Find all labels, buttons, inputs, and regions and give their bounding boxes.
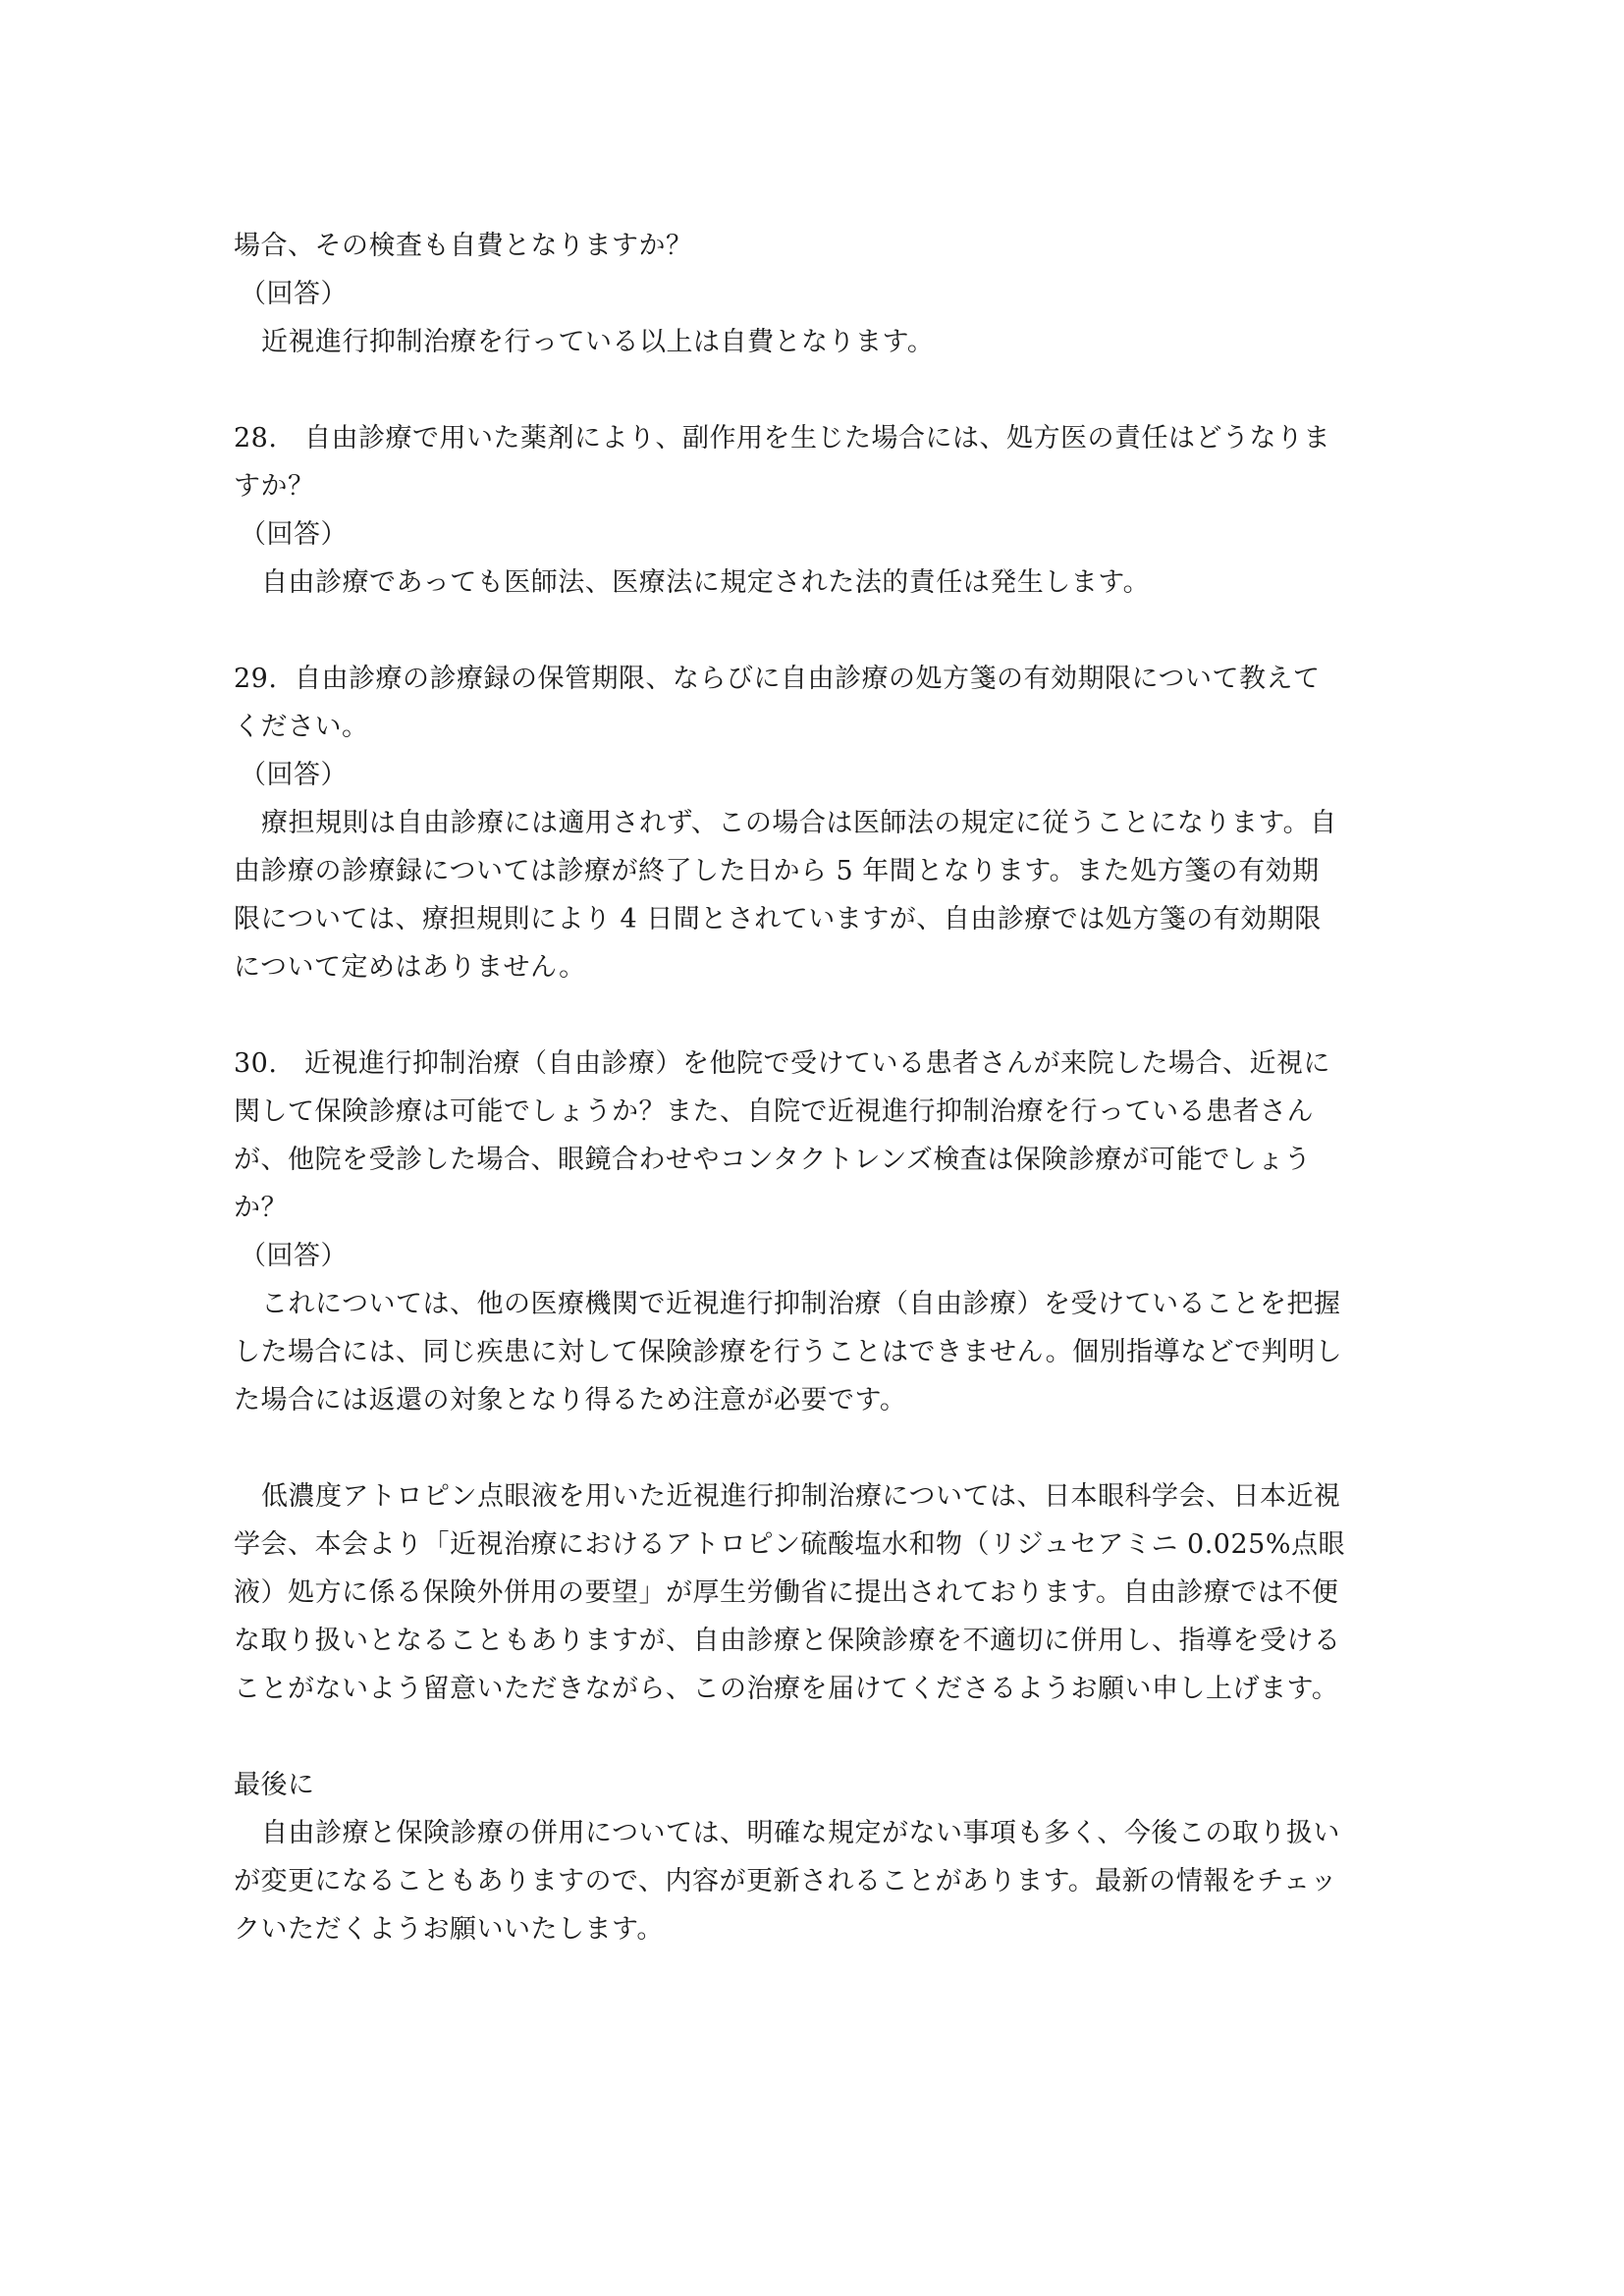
closing-heading: 最後に — [234, 1770, 315, 1800]
spacer — [234, 1424, 1404, 1472]
question-number: 28. — [234, 423, 278, 454]
answer-text: 療担規則は自由診療には適用されず、この場合は医師法の規定に従うことになります。自 — [261, 808, 1337, 838]
paragraph-line: 学会、本会より「近視治療におけるアトロピン硫酸塩水和物（リジュセアミニ 0.025%点眼 — [234, 1529, 1345, 1560]
answer-text: これについては、他の医療機関で近視進行抑制治療（自由診療）を受けていることを把握 — [261, 1289, 1341, 1319]
question-text: 自由診療の診療録の保管期限、ならびに自由診療の処方箋の有効期限について教えて — [295, 664, 1321, 694]
answer-text: た場合には返還の対象となり得るため注意が必要です。 — [234, 1385, 907, 1415]
question-line: 関して保険診療は可能でしょうか？また、自院で近視進行抑制治療を行っている患者さん — [234, 1096, 1314, 1127]
text-column — [234, 222, 1404, 1953]
answer-text: した場合には、同じ疾患に対して保険診療を行うことはできません。個別指導などで判明し — [234, 1337, 1343, 1367]
answer-text: 由診療の診療録については診療が終了した日から 5 年間となります。また処方箋の有効期 — [234, 856, 1320, 886]
spacer — [234, 991, 1404, 1040]
question-text: 近視進行抑制治療（自由診療）を他院で受けている患者さんが来院した場合、近視に — [304, 1048, 1330, 1079]
question-text: 自由診療で用いた薬剤により、副作用を生じた場合には、処方医の責任はどうなりま — [304, 423, 1330, 454]
paragraph-line: 低濃度アトロピン点眼液を用いた近視進行抑制治療については、日本眼科学会、日本近視 — [261, 1481, 1341, 1512]
spacer — [234, 1713, 1404, 1761]
question-number: 30. — [234, 1048, 278, 1079]
closing-line: クいただくようお願いいたします。 — [234, 1914, 664, 1945]
qa-item-29 — [234, 655, 1404, 991]
question-line: すか？ — [234, 471, 315, 502]
qa-item-28 — [234, 414, 1404, 607]
atropine-paragraph — [234, 1472, 1404, 1713]
question-continuation: 場合、その検査も自費となりますか？ — [234, 231, 693, 261]
paragraph-line: な取り扱いとなることもありますが、自由診療と保険診療を不適切に併用し、指導を受ける — [234, 1626, 1341, 1656]
spacer — [234, 366, 1404, 414]
answer-label: （回答） — [240, 279, 348, 309]
spacer — [234, 607, 1404, 655]
question-line: が、他院を受診した場合、眼鏡合わせやコンタクトレンズ検査は保険診療が可能でしょう — [234, 1145, 1312, 1175]
answer-text: 近視進行抑制治療を行っている以上は自費となります。 — [261, 327, 935, 357]
qa-item-30 — [234, 1040, 1404, 1424]
closing-line: が変更になることもありますので、内容が更新されることがあります。最新の情報をチェッ — [234, 1866, 1337, 1896]
answer-text: 自由診療であっても医師法、医療法に規定された法的責任は発生します。 — [261, 567, 1151, 598]
question-line — [234, 414, 1404, 462]
answer-label: （回答） — [240, 760, 348, 790]
question-line — [234, 1040, 1404, 1088]
answer-label: （回答） — [240, 1241, 348, 1271]
paragraph-line: 液）処方に係る保険外併用の要望」が厚生労働省に提出されております。自由診療では不便 — [234, 1577, 1339, 1608]
question-line: ください。 — [234, 712, 369, 742]
question-number: 29. — [234, 664, 278, 694]
closing-line: 自由診療と保険診療の併用については、明確な規定がない事項も多く、今後この取り扱い — [261, 1818, 1340, 1848]
question-line — [234, 655, 1404, 703]
paragraph-line: ことがないよう留意いただきながら、この治療を届けてくださるようお願い申し上げます。 — [234, 1674, 1339, 1704]
answer-label: （回答） — [240, 519, 348, 550]
question-line: か？ — [234, 1193, 288, 1223]
closing-section — [234, 1761, 1404, 1953]
answer-text: について定めはありません。 — [234, 952, 586, 983]
answer-text: 限については、療担規則により 4 日間とされていますが、自由診療では処方箋の有効期限 — [234, 904, 1322, 934]
